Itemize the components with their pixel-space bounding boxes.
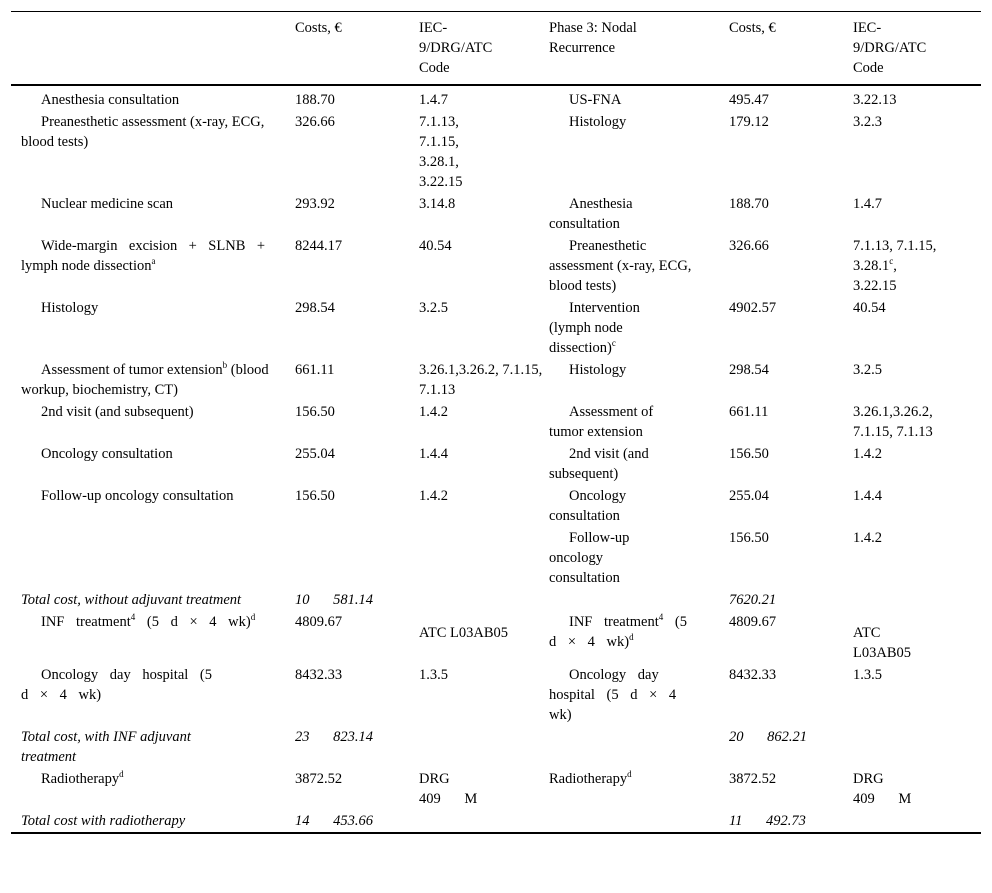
- cost-value: 4809.67: [295, 614, 343, 630]
- cost-value: 156.50: [295, 404, 335, 420]
- code-value: 40.54: [419, 238, 452, 254]
- table-row: [11, 527, 981, 589]
- cost-value: [295, 527, 419, 589]
- cost-value: 4902.57: [729, 300, 777, 316]
- code-value: [419, 726, 549, 768]
- cost-table-container: [11, 11, 981, 834]
- code-value: [419, 810, 549, 833]
- item-label: Follow-up oncology consultation: [549, 530, 630, 586]
- code-value: 1.4.2: [853, 446, 882, 462]
- code-value: 3.26.1,3.26.2, 7.1.15, 7.1.13: [853, 404, 933, 440]
- code-value: [853, 726, 981, 768]
- total-value: 7620.21: [729, 592, 777, 608]
- table-row: [11, 611, 981, 664]
- total-row: [11, 810, 981, 833]
- total-value: 10 581.14: [295, 592, 373, 608]
- header-costs-1: Costs, €: [295, 20, 342, 36]
- code-value: DRG 409 M: [419, 771, 478, 807]
- code-value: 3.26.1,3.26.2, 7.1.15, 7.1.13: [419, 362, 543, 398]
- code-value: [853, 589, 981, 611]
- cost-value: 8432.33: [295, 667, 343, 683]
- code-value: 3.2.5: [853, 362, 882, 378]
- cost-table: [11, 11, 981, 834]
- header-phase3: Phase 3: Nodal Recurrence: [549, 20, 637, 56]
- item-label: INF treatment$^4$ (5 d × 4 wk)$^d$: [549, 612, 687, 650]
- item-label: [11, 527, 295, 589]
- code-value: [853, 810, 981, 833]
- table-row: [11, 193, 981, 235]
- item-label: Assessment of tumor extension$^b$ (blood workup, biochemistry, CT): [21, 360, 269, 398]
- total-label: Total cost, with INF adjuvant treatment: [21, 729, 191, 765]
- code-value: 1.4.7: [419, 92, 448, 108]
- code-value: 40.54: [853, 300, 886, 316]
- code-value: 3.2.5: [419, 300, 448, 316]
- cost-value: 3872.52: [729, 771, 777, 787]
- code-value: 3.22.13: [853, 92, 897, 108]
- table-row: [11, 85, 981, 111]
- cost-value: 255.04: [295, 446, 335, 462]
- item-label: Oncology consultation: [41, 446, 173, 462]
- total-value: 14 453.66: [295, 813, 373, 829]
- item-label: Preanesthetic assessment (x-ray, ECG, blood tests): [21, 114, 265, 150]
- total-label: Total cost with radiotherapy: [21, 813, 186, 829]
- total-row: [11, 589, 981, 611]
- cost-value: 3872.52: [295, 771, 343, 787]
- table-row: [11, 401, 981, 443]
- code-value: 1.4.4: [853, 488, 882, 504]
- code-value: 1.3.5: [853, 667, 882, 683]
- cost-value: 326.66: [295, 114, 335, 130]
- item-label: Follow-up oncology consultation: [41, 488, 234, 504]
- code-value: 1.4.7: [853, 196, 882, 212]
- item-label: Preanesthetic assessment (x-ray, ECG, blood tests): [549, 238, 692, 294]
- item-label: Histology: [569, 114, 627, 130]
- header-code-2: IEC-9/DRG/ATC Code: [853, 20, 927, 76]
- item-label: Radiotherapy$^d$: [549, 769, 632, 787]
- item-label: Intervention (lymph node dissection)$^c$: [549, 300, 640, 356]
- total-value: 11 492.73: [729, 813, 806, 829]
- cost-value: 298.54: [295, 300, 335, 316]
- code-value: 7.1.13, 7.1.15, 3.28.1, 3.22.15: [419, 114, 463, 190]
- code-value: DRG 409 M: [853, 771, 912, 807]
- code-value: 7.1.13, 7.1.15, 3.28.1$^c$, 3.22.15: [853, 238, 937, 294]
- total-value: 20 862.21: [729, 729, 807, 745]
- item-label: [549, 810, 729, 833]
- code-value: 1.4.2: [419, 404, 448, 420]
- code-value: ATC L03AB05: [419, 625, 509, 641]
- cost-value: 179.12: [729, 114, 769, 130]
- code-value: ATC L03AB05: [853, 625, 911, 661]
- cost-value: 156.50: [729, 530, 769, 546]
- cost-value: 188.70: [729, 196, 769, 212]
- item-label: Nuclear medicine scan: [41, 196, 174, 212]
- cost-value: 4809.67: [729, 614, 777, 630]
- header-costs-2: Costs, €: [729, 20, 776, 36]
- cost-value: 255.04: [729, 488, 769, 504]
- code-value: 1.4.4: [419, 446, 448, 462]
- code-value: 1.4.2: [853, 530, 882, 546]
- cost-value: 188.70: [295, 92, 335, 108]
- code-value: 3.2.3: [853, 114, 882, 130]
- item-label: Oncology consultation: [549, 488, 627, 524]
- header-col1: [11, 12, 295, 86]
- table-row: [11, 235, 981, 297]
- table-row: [11, 297, 981, 359]
- total-label: Total cost, without adjuvant treatment: [21, 592, 242, 608]
- item-label: 2nd visit (and subsequent): [41, 404, 194, 420]
- item-label: Assessment of tumor extension: [549, 404, 654, 440]
- code-value: 1.3.5: [419, 667, 448, 683]
- item-label: Oncology day hospital (5 d × 4 wk): [21, 667, 212, 703]
- item-label: Radiotherapy$^d$: [41, 769, 124, 787]
- item-label: [549, 589, 729, 611]
- cost-value: 298.54: [729, 362, 769, 378]
- table-row: [11, 485, 981, 527]
- cost-value: 8432.33: [729, 667, 777, 683]
- item-label: 2nd visit (and subsequent): [549, 446, 649, 482]
- table-row: [11, 359, 981, 401]
- code-value: [419, 589, 549, 611]
- cost-value: 293.92: [295, 196, 335, 212]
- item-label: US-FNA: [569, 92, 622, 108]
- item-label: Anesthesia consultation: [549, 196, 633, 232]
- item-label: Anesthesia consultation: [41, 92, 180, 108]
- cost-value: 156.50: [729, 446, 769, 462]
- table-row: [11, 111, 981, 193]
- cost-value: 156.50: [295, 488, 335, 504]
- header-code-1: IEC-9/DRG/ATC Code: [419, 20, 493, 76]
- code-value: 1.4.2: [419, 488, 448, 504]
- item-label: Histology: [569, 362, 627, 378]
- table-row: [11, 664, 981, 726]
- total-value: 23 823.14: [295, 729, 373, 745]
- item-label: [549, 726, 729, 768]
- table-header: [11, 12, 981, 86]
- table-row: [11, 768, 981, 810]
- cost-value: 326.66: [729, 238, 769, 254]
- item-label: Wide-margin excision + SLNB + lymph node dissection$^a$: [21, 238, 265, 274]
- item-label: INF treatment$^4$ (5 d × 4 wk)$^d$: [41, 612, 256, 630]
- cost-value: 8244.17: [295, 238, 343, 254]
- code-value: [419, 527, 549, 589]
- cost-value: 495.47: [729, 92, 769, 108]
- table-row: [11, 443, 981, 485]
- item-label: Histology: [41, 300, 99, 316]
- item-label: Oncology day hospital (5 d × 4 wk): [549, 667, 677, 723]
- cost-value: 661.11: [295, 362, 335, 378]
- code-value: 3.14.8: [419, 196, 456, 212]
- total-row: [11, 726, 981, 768]
- cost-value: 661.11: [729, 404, 769, 420]
